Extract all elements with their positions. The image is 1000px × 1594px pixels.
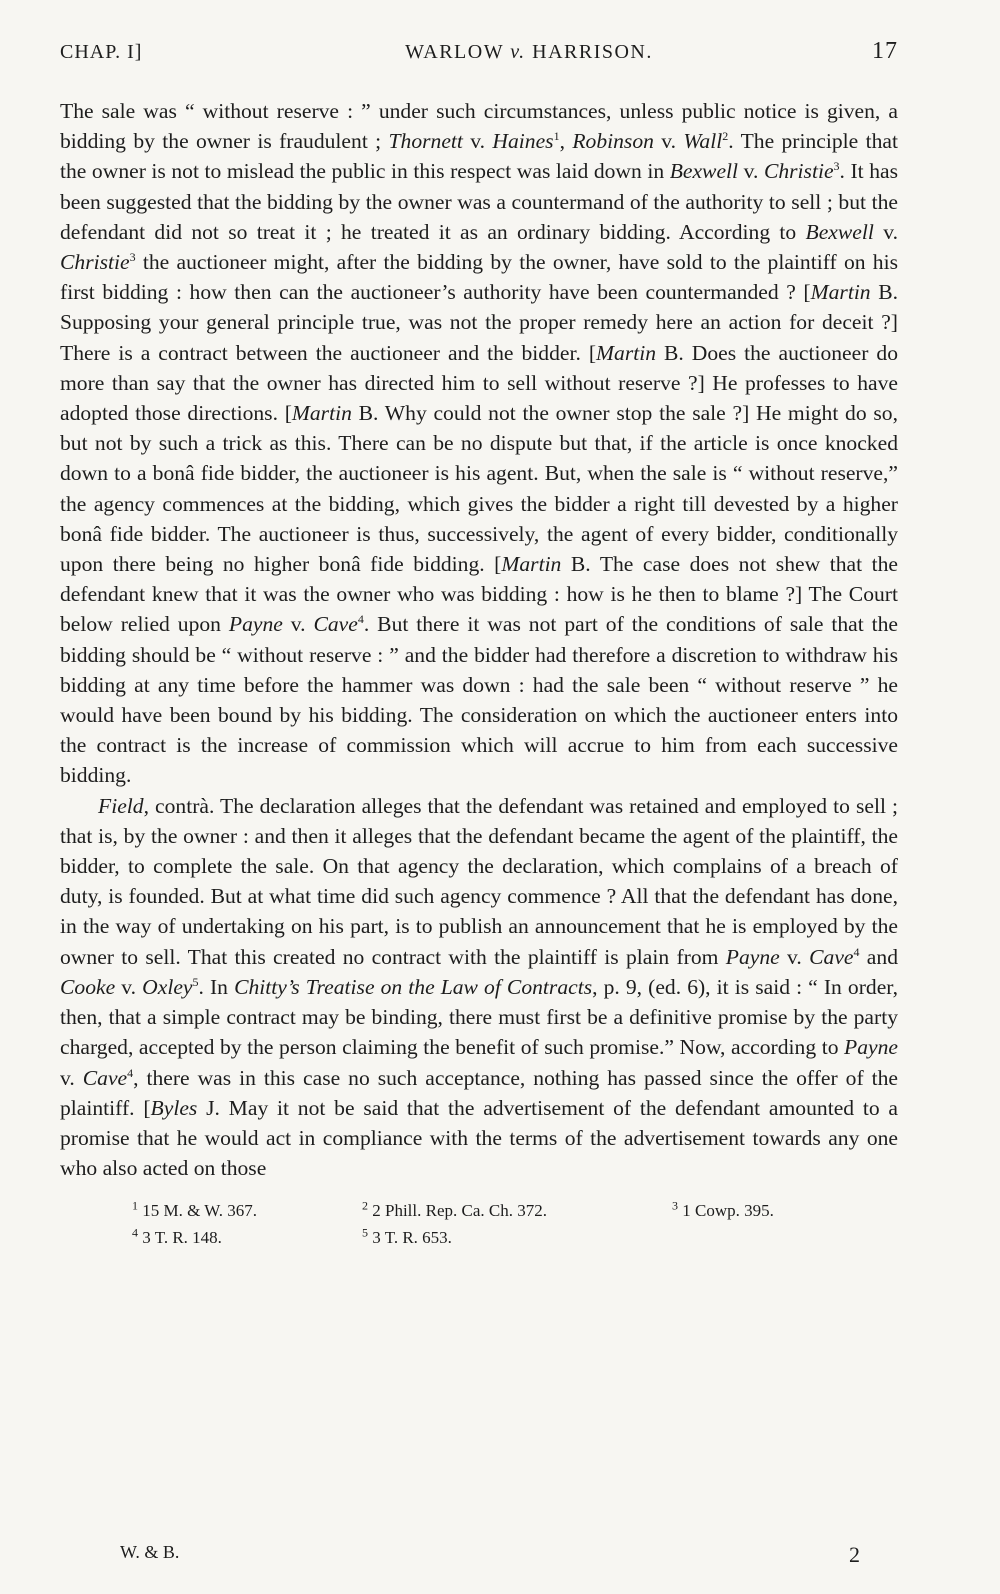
judge-name: Byles: [150, 1095, 198, 1120]
judge-name: Martin: [501, 552, 562, 577]
signature-line: [120, 1542, 860, 1568]
case-name: Cave: [82, 1065, 128, 1090]
footnote-ref: 4: [127, 1065, 134, 1080]
case-name: Oxley: [142, 974, 193, 999]
footnote-row: [132, 1197, 898, 1224]
paragraph-argument: The sale was “ without reserve : ” under such circumstances, unless public notice is given, a bidding by the owner is fraudulent ; Thornett v. Haines$^1$, Robinson v. Wall$^2$. The principle that the owner is not to mislead the public in this respect was laid down in Bexwell v. Christie$^3$. It has been suggested that the bidding by the owner was a countermand of the authority to sell ; but the defendant did not so treat it ; he treated it as an ordinary bidding. According to Bexwell v. Christie$^3$ the auctioneer might, after the bidding by the owner, have sold to the plaintiff on his first bidding : how then can the auctioneer’s authority have been countermanded ? [Martin B. Supposing your general principle true, was not the proper remedy here an action for deceit ?] There is a contract between the auctioneer and the bidder. [Martin B. Does the auctioneer do more than say that the owner has directed him to sell without reserve ?] He professes to have adopted those directions. [Martin B. Why could not the owner stop the sale ?] He might do so, but not by such a trick as this. There can be no dispute but that, if the article is once knocked down to a bonâ fide bidder, the auctioneer is his agent. But, when the sale is “ without reserve,” the agency commences at the bidding, which gives the bidder a right till devested by a higher bonâ fide bidder. The auctioneer is thus, successively, the agent of every bidder, conditionally upon there being no higher bonâ fide bidding. [Martin B. The case does not shew that the defendant knew that it was the owner who was bidding : how is he then to blame ?] The Court below relied upon Payne v. Cave$^4$. But there it was not part of the conditions of sale that the bidding should be “ without reserve : ” and the bidder had therefore a discretion to withdraw his bidding at any time before the hammer was down : had the sale been “ without reserve ” he would have been bound by his bidding. The consideration on which the auctioneer enters into the contract is the increase of commission which will accrue to him from each successive bidding.: [60, 99, 899, 788]
footnote-ref: 3: [833, 159, 840, 174]
case-name: Bexwell: [805, 219, 874, 244]
running-title-v: v.: [510, 41, 526, 63]
case-name: Cave: [313, 612, 358, 637]
footnote-ref: 2: [722, 129, 729, 144]
case-name: Cave: [809, 944, 854, 969]
chapter-label: CHAP. I]: [60, 41, 143, 63]
case-name: Payne: [844, 1035, 898, 1060]
paragraph-reply: Field, contrà. The declaration alleges that the defendant was retained and employed to sell ; that is, by the owner : and then it alleges that the defendant became the agent of the plaintiff, the bidder, to complete the sale. On that agency the declaration, which complains of a breach of duty, is founded. But at what time did such agency commence ? All that the defendant has done, in the way of undertaking on his part, is to publish an announcement that he is employed by the owner to sell. That this created no contract with the plaintiff is plain from Payne v. Cave$^4$ and Cooke v. Oxley$^5$. In Chitty’s Treatise on the Law of Contracts, p. 9, (ed. 6), it is said : “ In order, then, that a simple contract may be binding, there must first be a definitive promise by the party charged, accepted by the person claiming the benefit of such promise.” Now, according to Payne v. Cave$^4$, there was in this case no such acceptance, nothing has passed since the offer of the plaintiff. [Byles J. May it not be said that the advertisement of the defendant amounted to a promise that he would act in compliance with the terms of the advertisement towards any one who also acted on those: [60, 793, 899, 1181]
case-name: Haines: [492, 129, 554, 154]
footnotes: [60, 1197, 898, 1251]
case-name: Robinson: [572, 129, 654, 154]
body-text: [60, 96, 898, 1183]
footnote-ref: 4: [853, 944, 860, 959]
running-title-a: WARLOW: [405, 41, 504, 63]
footnote-ref: 5: [192, 974, 199, 989]
footnote-ref: 4: [357, 612, 364, 627]
footnote: $^3$ 1 Cowp. 395.: [672, 1198, 774, 1221]
footnote: $^2$ 2 Phill. Rep. Ca. Ch. 372.: [362, 1198, 547, 1221]
running-title-b: HARRISON.: [532, 41, 653, 63]
footnote: $^5$ 3 T. R. 653.: [362, 1225, 452, 1248]
case-name: Payne: [725, 944, 780, 969]
counsel-name: Field: [98, 793, 144, 818]
case-name: Payne: [228, 612, 283, 637]
judge-name: Martin: [291, 401, 352, 426]
sheet-number: 2: [849, 1542, 860, 1567]
running-title: [240, 41, 818, 64]
case-name: Cooke: [60, 974, 116, 999]
footnote-row: [132, 1224, 898, 1251]
footnote-ref: 1: [553, 129, 560, 144]
case-name: Christie: [763, 159, 834, 184]
footnote-ref: 3: [129, 249, 136, 264]
page-number: 17: [872, 38, 898, 64]
treatise-title: Chitty’s Treatise on the Law of Contracts: [234, 974, 593, 999]
footnote: $^1$ 15 M. & W. 367.: [132, 1198, 258, 1221]
running-header: [60, 38, 898, 78]
case-name: Bexwell: [669, 159, 739, 184]
judge-name: Martin: [596, 340, 657, 365]
case-name: Thornett: [388, 129, 463, 154]
case-name: Christie: [60, 250, 130, 275]
case-name: Wall: [683, 129, 723, 154]
judge-name: Martin: [810, 280, 871, 305]
footnote: $^4$ 3 T. R. 148.: [132, 1225, 222, 1248]
signature-mark: W. & B.: [120, 1542, 180, 1562]
